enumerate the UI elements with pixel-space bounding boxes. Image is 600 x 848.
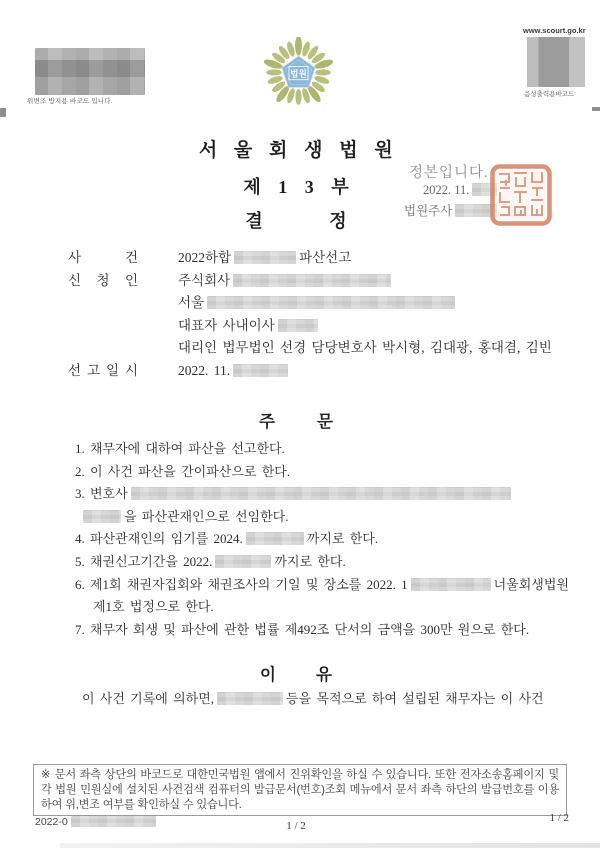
address-value: 서울 xyxy=(178,295,458,310)
case-row-attorney xyxy=(68,337,568,360)
representative-value: 대표자 사내이사 xyxy=(178,318,321,333)
verification-notice-box: ※ 문서 좌측 상단의 바코드로 대한민국법원 앱에서 진위확인을 하실 수 있습니다. 또한 전자소송홈페이지 및 각 법원 민원실에 설치된 사건검색 컴퓨터의 발급문서(번호)조회 메뉴에서 문서 좌측 하단의 발급번호를 이용하여 위,변조 여부를 확인하실 수 있습니다. xyxy=(33,764,567,816)
bottom-scan-shadow xyxy=(60,843,600,848)
case-info xyxy=(68,247,568,383)
applicant-value: 주식회사 xyxy=(178,273,394,288)
voice-output-barcode xyxy=(527,37,585,87)
reason-line: 이 사건 기록에 의하면, 등을 목적으로 하여 설립된 채무자는 이 사건 xyxy=(82,691,544,706)
court-emblem-icon xyxy=(261,37,336,106)
order-item-5: 5. 채권신고기간을 2022. 까지로 한다. xyxy=(75,553,346,569)
case-row-case-number xyxy=(68,247,568,270)
page-indicator-center: 1 / 2 xyxy=(286,820,306,832)
qr-caption: 음성출력용바코드 xyxy=(524,91,575,98)
attorney-value: 대리인 법무법인 선경 담당변호사 박시형, 김대광, 홍대겸, 김빈 xyxy=(178,340,552,356)
reason-text xyxy=(68,688,568,707)
case-label: 사 건 xyxy=(68,250,138,265)
order-list xyxy=(75,438,575,641)
page-indicator-right: 1 / 2 xyxy=(549,812,569,824)
issuance-number: 2022-0 xyxy=(35,816,159,828)
applicant-label: 신 청 인 xyxy=(68,272,138,288)
scan-artifact-left xyxy=(0,108,6,117)
order-item-3: 3. 변호사 을 파산관재인으로 선임한다. xyxy=(75,483,575,528)
order-heading: 주 문 xyxy=(258,412,333,431)
order-item-6: 6. 제1회 채권자집회와 채권조사의 기일 및 장소를 2022. 1 너울회생법원 제1호 법정으로 한다. xyxy=(75,576,569,615)
case-row-applicant xyxy=(68,270,568,293)
barcode-caption: 위변조 방지용 바코드 입니다. xyxy=(27,98,113,105)
anti-forgery-barcode xyxy=(35,48,145,95)
court-name: 서 울 회 생 법 원 xyxy=(198,140,394,161)
order-item-2: 2. 이 사건 파산을 간이파산으로 한다. xyxy=(75,463,291,479)
court-seal-stamp-icon xyxy=(489,163,553,227)
scan-artifact-right xyxy=(592,107,600,111)
emblem-text: 법원 xyxy=(290,68,307,79)
case-row-representative xyxy=(68,315,568,338)
decision-heading: 결 정 xyxy=(245,211,347,231)
stamp-clerk: 법원주사 xyxy=(404,201,500,219)
scourt-url: www.scourt.go.kr xyxy=(523,26,586,35)
case-value: 2022하합 파산선고 xyxy=(178,250,352,265)
reason-heading: 이 유 xyxy=(259,665,332,684)
certified-copy-text: 정본입니다. xyxy=(409,165,489,181)
ruling-date-value: 2022. 11. xyxy=(178,363,291,378)
case-row-ruling-date xyxy=(68,360,568,383)
stamp-date: 2022. 11. xyxy=(423,183,500,198)
order-item-7: 7. 채무자 회생 및 파산에 관한 법률 제492조 단서의 금액을 300만 원으로 한다. xyxy=(75,621,530,637)
division-number: 제 1 3 부 xyxy=(243,177,349,197)
case-row-address xyxy=(68,292,568,315)
order-item-1: 1. 채무자에 대하여 파산을 선고한다. xyxy=(75,441,285,456)
ruling-date-label: 선 고 일 시 xyxy=(68,362,138,378)
order-item-4: 4. 파산관재인의 임기를 2024. 까지로 한다. xyxy=(75,531,379,547)
